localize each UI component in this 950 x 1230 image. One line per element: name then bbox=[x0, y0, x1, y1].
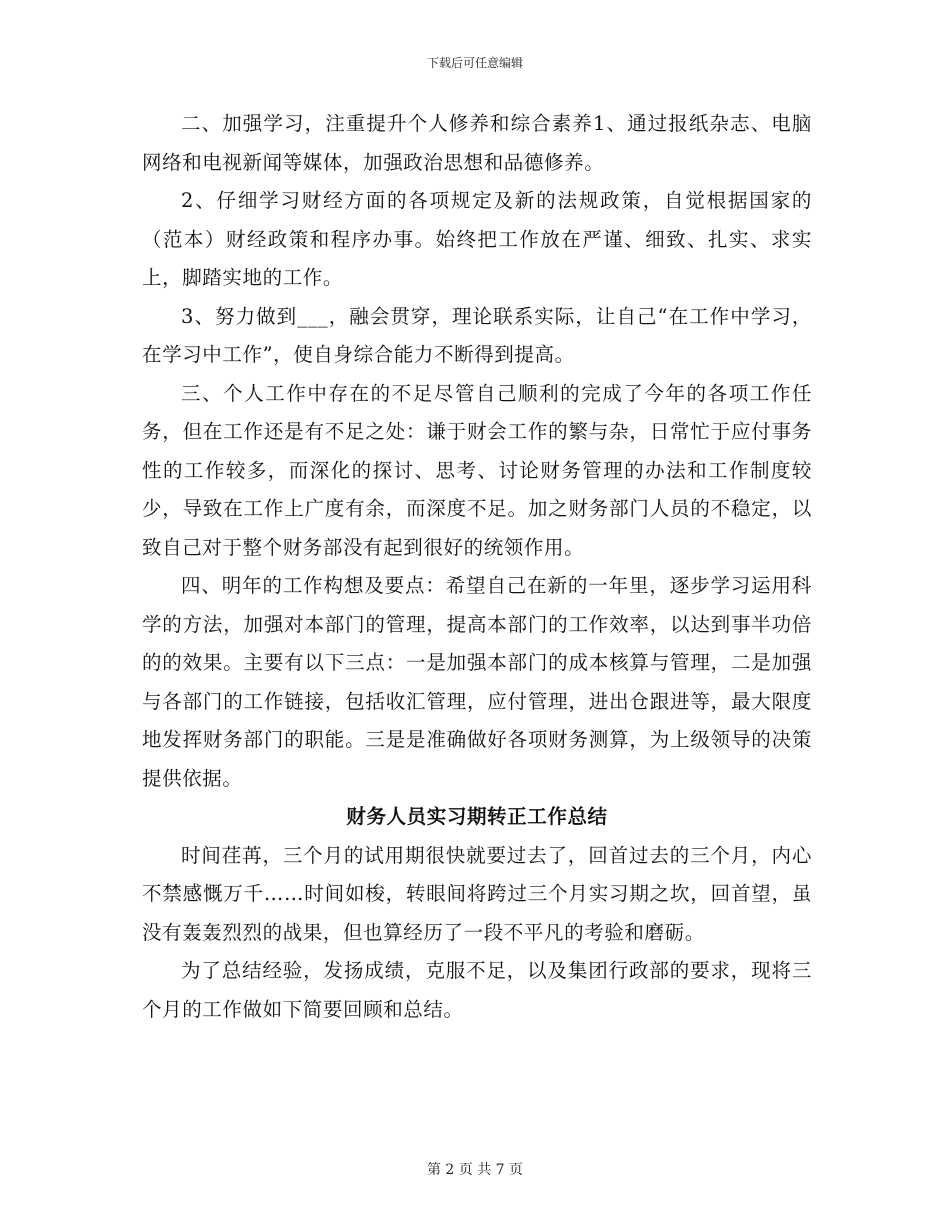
paragraph-next-year-plan: 四、明年的工作构想及要点：希望自己在新的一年里，逐步学习运用科学的方法，加强对本部门的管理，提高本部门的工作效率，以达到事半功倍的的效果。主要有以下三点：一是加强本部门的成本核算与管理，二是加强与各部门的工作链接，包括收汇管理，应付管理，进出仓跟进等，最大限度地发挥财务部门的职能。三是是准确做好各项财务测算，为上级领导的决策提供依据。 bbox=[142, 574, 812, 790]
paragraph-integration: 3、努力做到___，融会贯穿，理论联系实际，让自己“在工作中学习，在学习中工作”，使自身综合能力不断得到提高。 bbox=[142, 304, 812, 366]
document-body bbox=[142, 105, 812, 1029]
paragraph-intro: 时间荏苒，三个月的试用期很快就要过去了，回首过去的三个月，内心不禁感慨万千……时间如梭，转眼间将跨过三个月实习期之坎，回首望，虽没有轰轰烈烈的战果，但也算经历了一段不平凡的考验和磨砺。 bbox=[142, 843, 812, 944]
paragraph-summary-purpose: 为了总结经验，发扬成绩，克服不足，以及集团行政部的要求，现将三个月的工作做如下简要回顾和总结。 bbox=[142, 959, 812, 1021]
paragraph-regulations: 2、仔细学习财经方面的各项规定及新的法规政策，自觉根据国家的（范本）财经政策和程序办事。始终把工作放在严谨、细致、扎实、求实上，脚踏实地的工作。 bbox=[142, 189, 812, 289]
page-header: 下载后可任意编辑 bbox=[426, 56, 523, 70]
section-title: 财务人员实习期转正工作总结 bbox=[346, 805, 608, 828]
paragraph-study: 二、加强学习，注重提升个人修养和综合素养1、通过报纸杂志、电脑网络和电视新闻等媒体，加强政治思想和品德修养。 bbox=[142, 112, 812, 174]
page-number: 第 2 页 共 7 页 bbox=[426, 1162, 524, 1178]
paragraph-shortcomings: 三、个人工作中存在的不足尽管自己顺利的完成了今年的各项工作任务，但在工作还是有不足之处：谦于财会工作的繁与杂，日常忙于应付事务性的工作较多，而深化的探讨、思考、讨论财务管理的办法和工作制度较少，导致在工作上广度有余，而深度不足。加之财务部门人员的不稳定，以致自己对于整个财务部没有起到很好的统领作用。 bbox=[142, 381, 812, 559]
